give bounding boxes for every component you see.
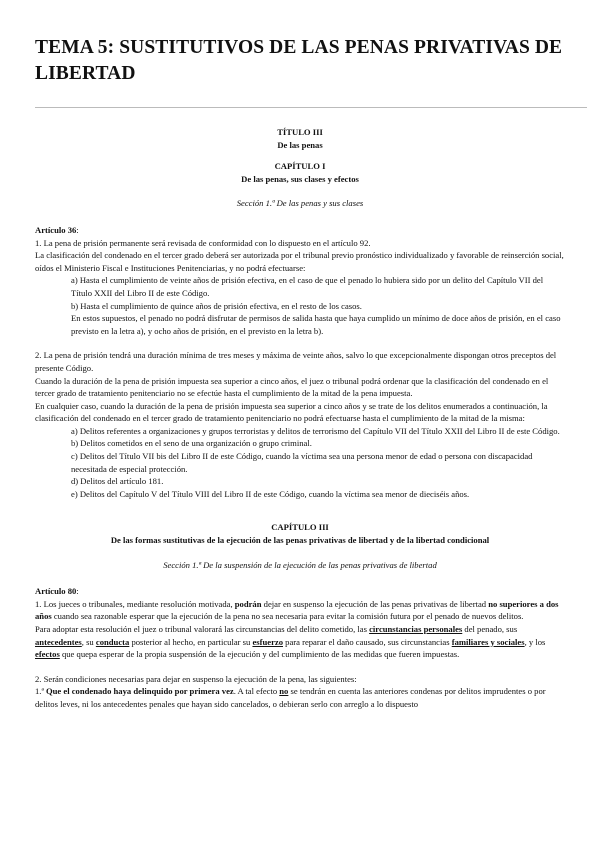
- list-item: b) Delitos cometidos en el seno de una organización o grupo criminal.: [71, 438, 312, 449]
- underlined-bold-text: esfuerzo: [252, 636, 283, 647]
- text-run: Para adoptar esta resolución el juez o tribunal valorará las circunstancias del delito cometido, las: [35, 624, 370, 634]
- list-item: a) Delitos referentes a organizaciones y grupos terroristas y delitos de terrorismo del Capítulo VII del Título XXII del Libro II de este Código.: [71, 425, 560, 436]
- paragraph: Cuando la duración de la pena de prisión impuesta sea superior a cinco años, el juez o tribunal podrá ordenar que la clasificación del condenado en el tercer grado de tratamiento penitenciario no se efectúe hasta el cumplimiento de la mitad de la pena impuesta.: [35, 375, 549, 399]
- titulo-subheading: De las penas: [277, 139, 323, 150]
- underlined-bold-text: conducta: [95, 636, 130, 647]
- bold-text: no superiores a dos años: [35, 598, 559, 622]
- document-page: [35, 0, 565, 711]
- paragraph: La clasificación del condenado en el tercer grado deberá ser autorizada por el tribunal previo pronóstico individualizado y favorable de reinserción social, oídos el Ministerio Fiscal e Instituciones Penitenciarias, y no podrá efectuarse:: [35, 250, 564, 273]
- text-run: cuando sea razonable esperar que la ejecución de la pena no sea necesaria para evitar la comisión futura por el penado de nuevos delitos.: [51, 611, 524, 622]
- paragraph: [35, 623, 565, 661]
- seccion-1-heading: Sección 1.ª De las penas y sus clases: [236, 198, 364, 209]
- article-80-heading: [35, 585, 565, 598]
- capitulo-3-subheading: De las formas sustitutivas de la ejecución de las penas privativas de libertad y de la libertad condicional: [110, 535, 490, 546]
- text-run: que quepa esperar de la propia suspensión de la ejecución y del cumplimiento de las medidas que fueren impuestas.: [59, 649, 460, 660]
- seccion-3-heading: Sección 1.ª De la suspensión de la ejecución de las penas privativas de libertad: [163, 559, 437, 570]
- text-run: 1. Los jueces o tribunales, mediante resolución motivada,: [35, 598, 235, 609]
- underlined-bold-text: familiares y sociales: [451, 636, 525, 647]
- capitulo-1-heading: CAPÍTULO I: [274, 161, 326, 172]
- article-36-heading: [35, 224, 565, 237]
- paragraph: [35, 685, 565, 710]
- text-run: se tendrán en cuenta las anteriores condenas por delitos imprudentes o por delitos leves, ni los antecedentes penales que hayan sido cancelados, o debieran serlo con arreglo a lo dispuesto: [35, 686, 546, 709]
- list-item: e) Delitos del Capítulo V del Título VIII del Libro II de este Código, cuando la víctima sea menor de dieciséis años.: [71, 488, 470, 499]
- text-run: del penado, sus: [462, 624, 518, 634]
- list-item: a) Hasta el cumplimiento de veinte años de prisión efectiva, en el caso de que el penado lo hubiera sido por un delito del Capítulo VII del Título XXII del Libro II de este Código.: [71, 275, 544, 298]
- underlined-bold-text: efectos: [35, 649, 60, 660]
- text-run: 1.ª: [35, 686, 46, 697]
- paragraph: 2. Serán condiciones necesarias para dejar en suspenso la ejecución de la pena, las siguientes:: [35, 673, 357, 684]
- paragraph: 1. La pena de prisión permanente será revisada de conformidad con lo dispuesto en el artículo 92.: [35, 237, 371, 248]
- paragraph: 2. La pena de prisión tendrá una duración mínima de tres meses y máxima de veinte años, salvo lo que excepcionalmente dispongan otros preceptos del presente Código.: [35, 350, 557, 373]
- underlined-bold-text: no: [279, 686, 289, 697]
- list-item: d) Delitos del artículo 181.: [71, 476, 164, 487]
- text-run: , su: [81, 636, 96, 647]
- article-36-colon: :: [76, 224, 79, 235]
- article-80-colon: :: [76, 586, 79, 597]
- underlined-bold-text: antecedentes: [35, 636, 82, 647]
- titulo-heading: TÍTULO III: [277, 127, 323, 137]
- list-item: b) Hasta el cumplimiento de quince años de prisión efectiva, en el resto de los casos.: [71, 300, 362, 311]
- text-run: posterior al hecho, en particular su: [129, 636, 253, 647]
- article-80-label: Artículo 80: [35, 586, 77, 597]
- text-run: dejar en suspenso la ejecución de las penas privativas de libertad: [261, 598, 489, 609]
- capitulo-3-heading: CAPÍTULO III: [271, 522, 329, 533]
- paragraph: En estos supuestos, el penado no podrá disfrutar de permisos de salida hasta que haya cumplido un mínimo de doce años de prisión, en el caso previsto en la letra a), y ocho años de prisión, en el previsto en la letra b).: [71, 313, 561, 336]
- underlined-bold-text: circunstancias personales: [369, 624, 463, 634]
- bold-text: podrán: [234, 598, 262, 609]
- paragraph: [35, 598, 565, 623]
- text-run: para reparar el daño causado, sus circunstancias: [283, 636, 452, 647]
- article-36-label: Artículo 36: [35, 224, 77, 235]
- bold-text: Que el condenado haya delinquido por primera vez: [45, 686, 234, 697]
- list-item: c) Delitos del Título VII bis del Libro II de este Código, cuando la víctima sea una persona menor de edad o persona con discapacidad necesitada de especial protección.: [71, 451, 533, 474]
- paragraph: En cualquier caso, cuando la duración de la pena de prisión impuesta sea superior a cinco años y se trate de los delitos enumerados a continuación, la clasificación del condenado en el tercer grado de tratamiento penitenciario no podrá efectuarse hasta el cumplimiento de la mitad de la misma:: [35, 400, 548, 424]
- document-title: TEMA 5: SUSTITUTIVOS DE LAS PENAS PRIVATIVAS DE LIBERTAD: [35, 37, 563, 84]
- capitulo-1-subheading: De las penas, sus clases y efectos: [241, 173, 359, 184]
- text-run: . A tal efecto: [233, 686, 280, 697]
- text-run: , y los: [524, 636, 546, 647]
